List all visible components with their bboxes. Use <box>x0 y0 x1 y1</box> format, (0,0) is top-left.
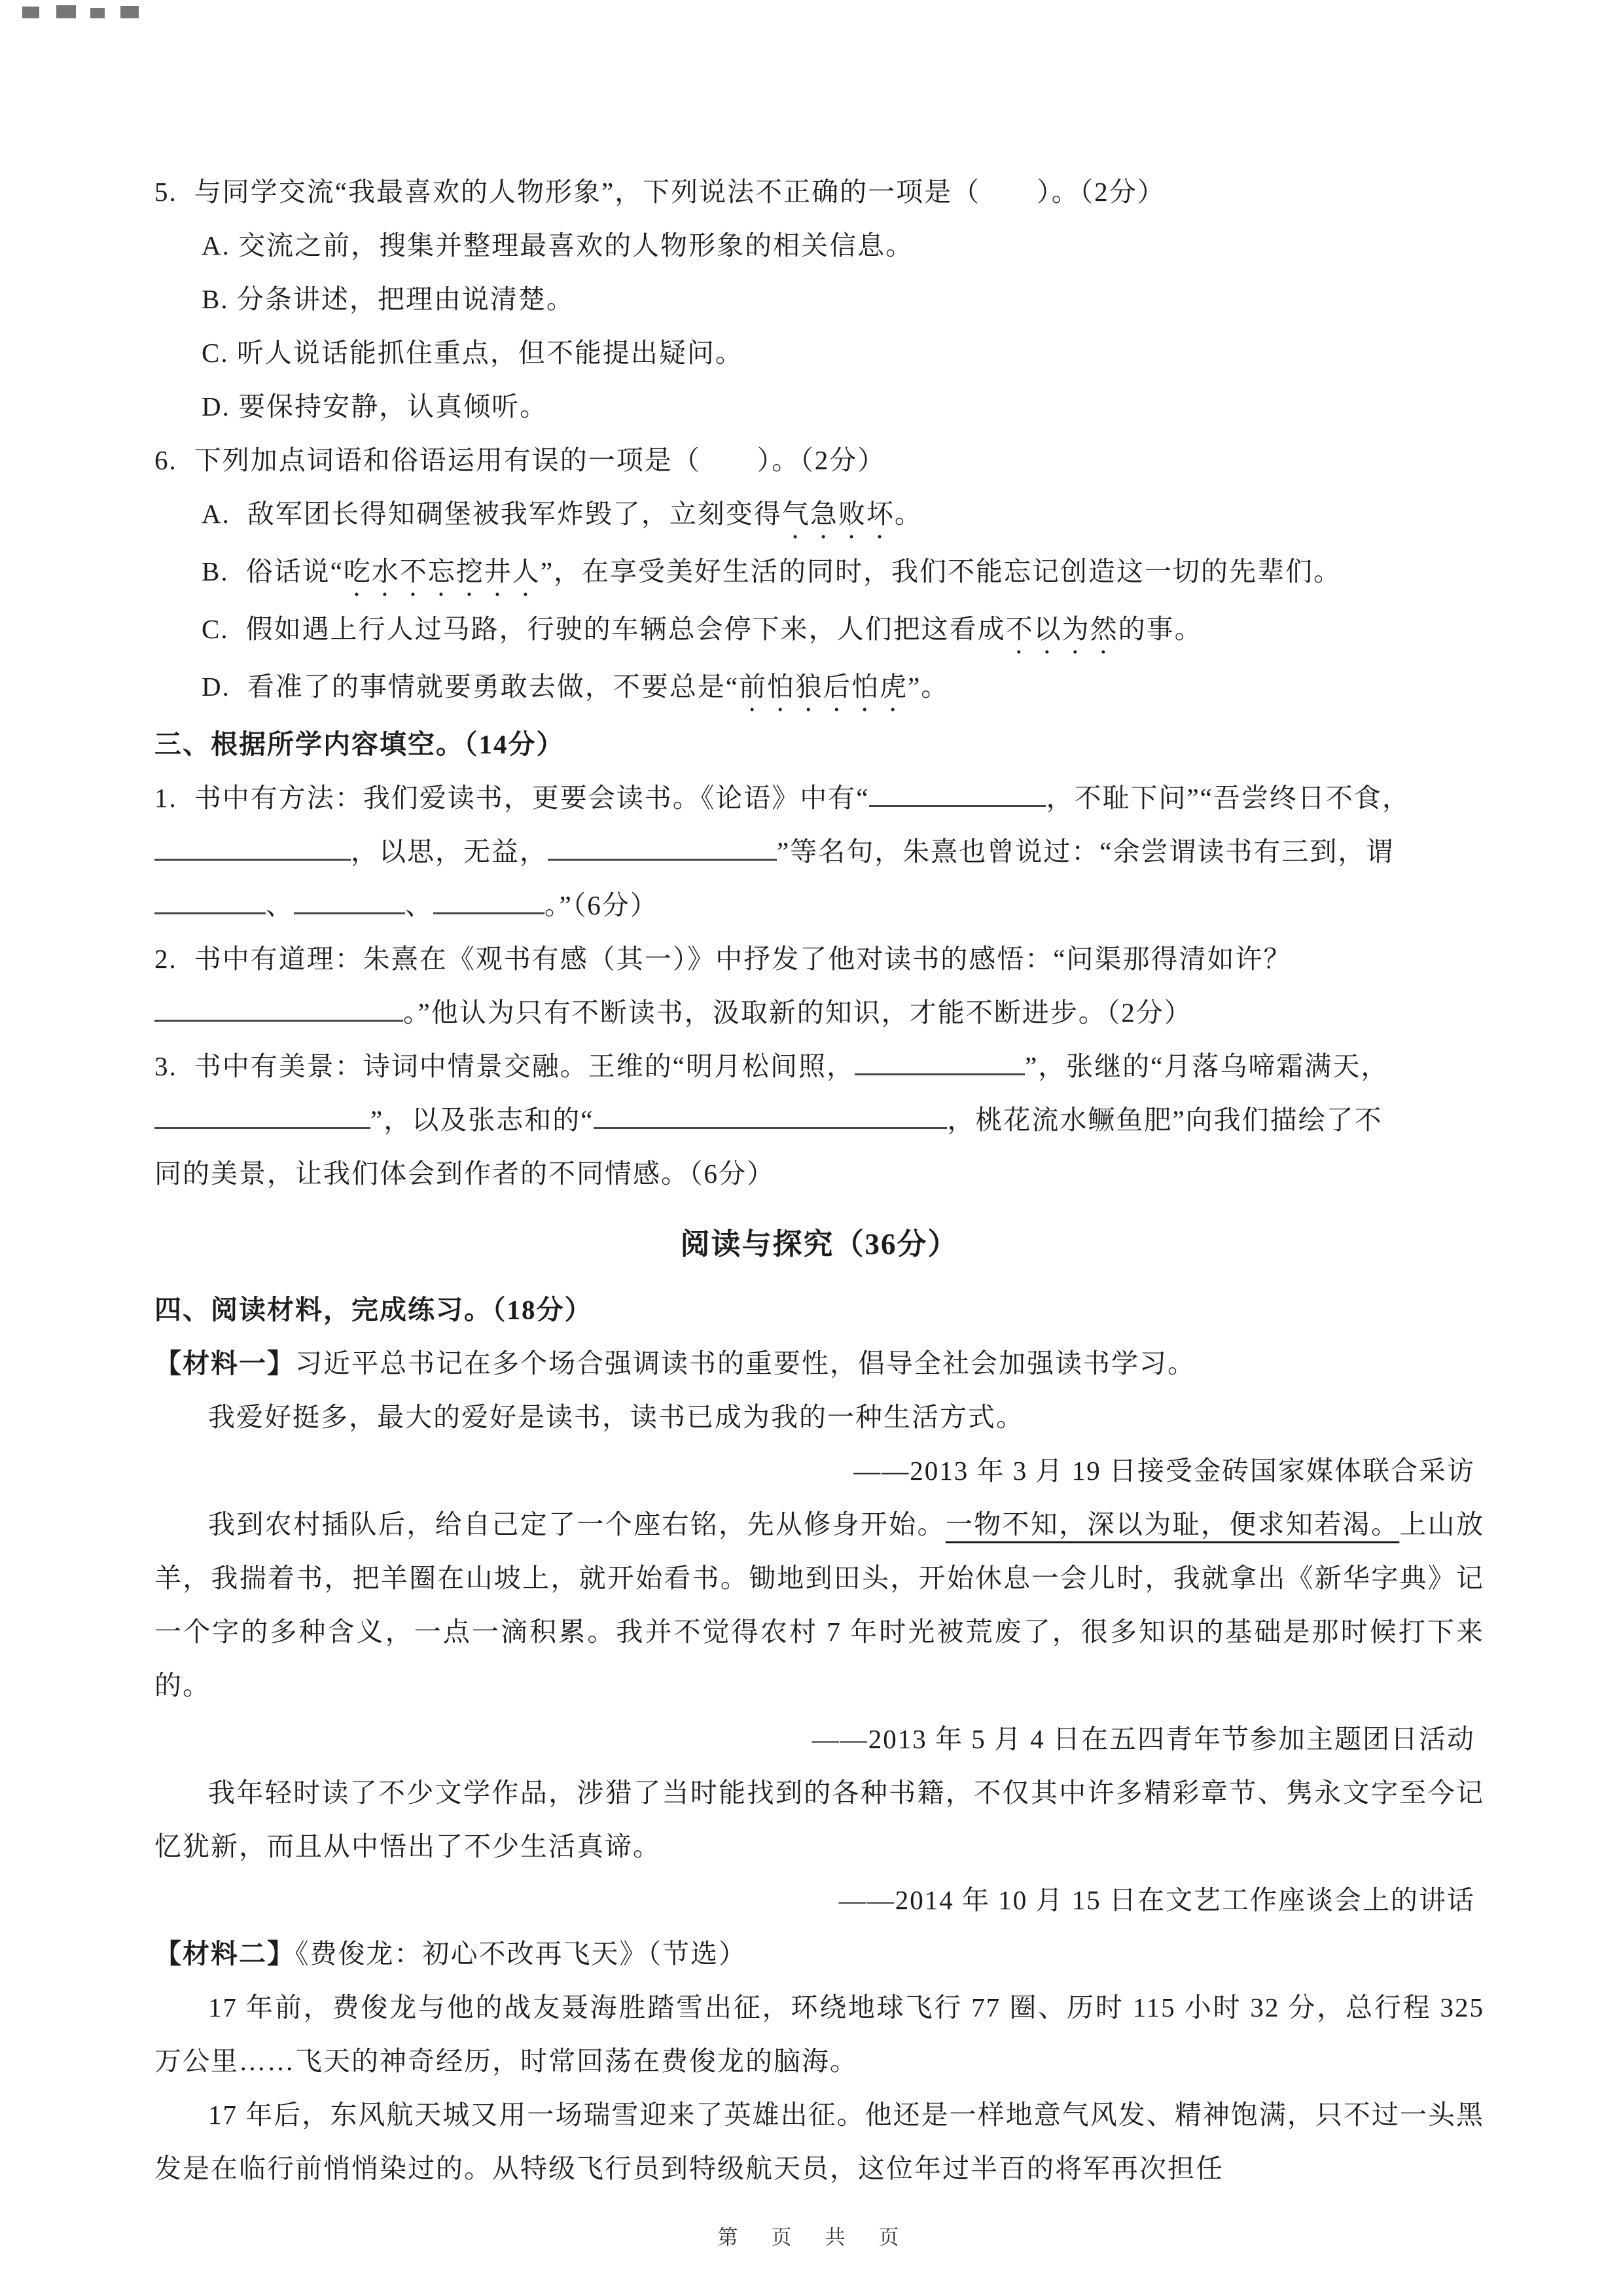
question-5-number: 5. <box>154 177 177 207</box>
option-text: 的事。 <box>1118 614 1203 644</box>
fill-3-line-2 <box>154 1093 1484 1147</box>
reading-section-heading <box>154 1215 1484 1274</box>
option-text: ”。 <box>908 672 950 702</box>
fill-text: 书中有道理：朱熹在《观书有感（其一）》中抒发了他对读书的感悟：“问渠那得清如许？ <box>194 944 1292 974</box>
dotted-word: 气急败坏 <box>781 499 895 529</box>
answer-blank <box>154 836 351 861</box>
attribution-text: ——2014 年 10 月 15 日在文艺工作座谈会上的讲话 <box>838 1885 1475 1915</box>
section-title-text: 三、根据所学内容填空。（14分） <box>154 729 565 759</box>
quote-text: 我到农村插队后，给自己定了一个座右铭，先从修身开始。 <box>208 1509 946 1539</box>
paragraph-text: 17 年后，东风航天城又用一场瑞雪迎来了英雄出征。他还是一样地意气风发、精神饱满，只不过一头黑发是在临行前悄悄染过的。从特级飞行员到特级航天员，这位年过半百的将军再次担任 <box>154 2100 1484 2183</box>
quote-text: 我爱好挺多，最大的爱好是读书，读书已成为我的一种生活方式。 <box>208 1402 1024 1432</box>
material-2-title: 《费俊龙：初心不改再飞天》（节选） <box>295 1939 747 1969</box>
question-6-option-a <box>202 487 1484 545</box>
answer-blank <box>154 890 266 914</box>
question-5-stem <box>154 165 1484 219</box>
fill-text: 、 <box>266 890 294 920</box>
question-5-option-c <box>202 326 1484 380</box>
option-label: C. <box>202 614 229 644</box>
question-6-number: 6. <box>154 445 177 475</box>
attribution-text: ——2013 年 3 月 19 日接受金砖国家媒体联合采访 <box>853 1456 1475 1486</box>
option-label: A. <box>202 499 230 529</box>
page-number-text: 第 页 共 页 <box>717 2226 906 2249</box>
section-title-text: 四、阅读材料，完成练习。（18分） <box>154 1295 593 1325</box>
material-intro-text: 习近平总书记在多个场合强调读书的重要性，倡导全社会加强读书学习。 <box>295 1348 1196 1378</box>
question-6-option-d <box>202 660 1484 717</box>
fill-text: ，以思，无益， <box>351 836 548 867</box>
material-2-label: 【材料二】 <box>154 1939 295 1969</box>
underlined-motto: 一物不知，深以为耻，便求知若渴。 <box>945 1509 1400 1539</box>
material-1-attribution-2 <box>154 1712 1484 1766</box>
page-footer <box>0 2217 1623 2258</box>
material-2-heading <box>154 1927 1484 1981</box>
option-text: 敌军团长得知碉堡被我军炸毁了，立刻变得 <box>247 499 782 529</box>
option-text: ”，在享受美好生活的同时，我们不能忘记创造这一切的先辈们。 <box>540 556 1342 586</box>
fill-3-number: 3. <box>154 1051 177 1081</box>
question-6-stem <box>154 433 1484 487</box>
answer-blank <box>869 783 1046 807</box>
material-1-quote-1 <box>154 1390 1484 1444</box>
question-5-option-a <box>202 219 1484 272</box>
material-1-intro <box>154 1336 1484 1390</box>
answer-blank <box>855 1051 1025 1075</box>
material-1-quote-2 <box>154 1498 1484 1712</box>
option-text: 看准了的事情就要勇敢去做，不要总是“ <box>247 672 740 702</box>
option-label: B. <box>202 556 229 586</box>
dotted-word: 前怕狼后怕虎 <box>739 672 908 702</box>
section-4-title <box>154 1283 1484 1336</box>
option-text: D. 要保持安静，认真倾听。 <box>202 391 548 422</box>
material-2-paragraph-2 <box>154 2088 1484 2195</box>
fill-3-line-1 <box>154 1039 1484 1093</box>
fill-3-line-3 <box>154 1147 1484 1200</box>
option-text: C. 听人说话能抓住重点，但不能提出疑问。 <box>202 338 743 368</box>
fill-text: ”，以及张志和的“ <box>370 1105 594 1135</box>
option-text: 俗话说“ <box>245 556 344 586</box>
fill-2-line-2 <box>154 986 1484 1039</box>
option-label: D. <box>202 672 230 702</box>
fill-text: 书中有美景：诗词中情景交融。王维的“明月松间照， <box>194 1051 855 1081</box>
answer-blank <box>433 890 544 914</box>
question-5-text: 与同学交流“我最喜欢的人物形象”，下列说法不正确的一项是（ ）。（2分） <box>194 177 1166 207</box>
option-text: 。 <box>894 499 923 529</box>
fill-1-line-1 <box>154 771 1484 825</box>
answer-blank <box>154 997 403 1022</box>
fill-text: 。”他认为只有不断读书，汲取新的知识，才能不断进步。（2分） <box>403 997 1192 1028</box>
fill-text: 书中有方法：我们爱读书，更要会读书。《论语》中有“ <box>194 783 870 813</box>
material-1-label: 【材料一】 <box>154 1348 295 1378</box>
scan-artifact <box>22 4 166 26</box>
fill-2-number: 2. <box>154 944 177 974</box>
material-2-paragraph-1 <box>154 1981 1484 2088</box>
question-6-option-b <box>202 545 1484 602</box>
quote-text: 我年轻时读了不少文学作品，涉猎了当时能找到的各种书籍，不仅其中许多精彩章节、隽永文字至今记忆犹新，而且从中悟出了不少生活真谛。 <box>154 1778 1484 1861</box>
fill-text: ，不耻下问”“吾尝终日不食， <box>1046 783 1410 813</box>
fill-text: 同的美景，让我们体会到作者的不同情感。（6分） <box>154 1158 775 1189</box>
fill-1-line-2 <box>154 825 1484 878</box>
fill-text: ，桃花流水鳜鱼肥”向我们描绘了不 <box>947 1105 1383 1135</box>
option-text: 假如遇上行人过马路，行驶的车辆总会停下来，人们把这看成 <box>245 614 1006 644</box>
question-5-option-d <box>202 380 1484 433</box>
fill-text: 。”（6分） <box>544 890 658 920</box>
answer-blank <box>594 1105 947 1129</box>
answer-blank <box>154 1105 370 1129</box>
fill-1-line-3 <box>154 878 1484 932</box>
answer-blank <box>294 890 405 914</box>
option-text: A. 交流之前，搜集并整理最喜欢的人物形象的相关信息。 <box>202 230 914 260</box>
option-text: B. 分条讲述，把理由说清楚。 <box>202 284 575 314</box>
attribution-text: ——2013 年 5 月 4 日在五四青年节参加主题团日活动 <box>812 1724 1475 1754</box>
material-1-quote-3 <box>154 1766 1484 1873</box>
question-6-text: 下列加点词语和俗语运用有误的一项是（ ）。（2分） <box>194 445 886 475</box>
fill-text: 、 <box>405 890 433 920</box>
question-5-option-b <box>202 272 1484 326</box>
section-3-title <box>154 717 1484 771</box>
paragraph-text: 17 年前，费俊龙与他的战友聂海胜踏雪出征，环绕地球飞行 77 圈、历时 115 小时 32 分，总行程 325 万公里……飞天的神奇经历，时常回荡在费俊龙的脑海。 <box>154 1992 1484 2076</box>
heading-text: 阅读与探究（36分） <box>680 1228 959 1261</box>
fill-1-number: 1. <box>154 783 177 813</box>
question-6-option-c <box>202 602 1484 660</box>
fill-text: ”等名句，朱熹也曾说过：“余尝谓读书有三到，谓 <box>777 836 1395 867</box>
material-1-attribution-1 <box>154 1444 1484 1498</box>
dotted-word: 吃水不忘挖井人 <box>343 556 541 586</box>
material-1-attribution-3 <box>154 1873 1484 1927</box>
quote-text: 上山放羊，我揣着书，把羊圈在山坡上，就开始看书。锄地到田头，开始休息一会儿时，我就拿出《新华字典》记一个字的多种含义，一点一滴积累。我并不觉得农村 7 年时光被荒废了，很多知识的基础是那时候打下来的。 <box>154 1509 1485 1700</box>
fill-2-line-1 <box>154 932 1484 986</box>
fill-text: ”，张继的“月落乌啼霜满天， <box>1024 1051 1389 1081</box>
answer-blank <box>548 836 777 861</box>
dotted-word: 不以为然 <box>1005 614 1118 644</box>
